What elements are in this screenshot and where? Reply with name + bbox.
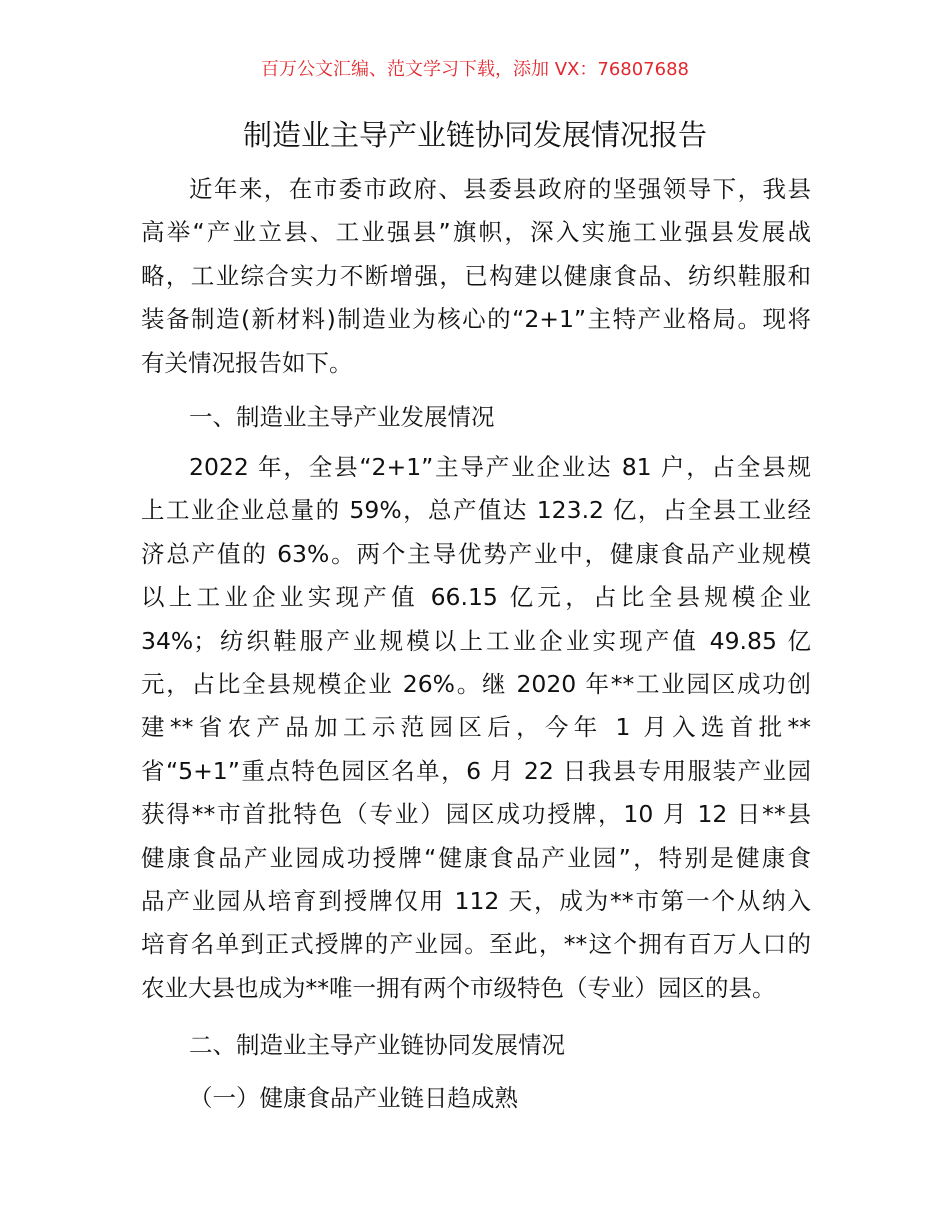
text-line: 济总产值的 63%。两个主导优势产业中，健康食品产业规模 [141, 539, 811, 568]
watermark-header: 百万公文汇编、范文学习下载，添加 VX：76807688 [261, 59, 689, 80]
text-line: 建**省农产品加工示范园区后，今年 1 月入选首批** [141, 713, 811, 742]
subsection-heading-1: （一）健康食品产业链日趋成熟 [189, 1084, 518, 1112]
section-heading-2: 二、制造业主导产业链协同发展情况 [189, 1031, 565, 1059]
text-line: 2022 年，全县“2+1”主导产业企业达 81 户，占全县规 [189, 453, 811, 481]
text-line: 上工业企业总量的 59%，总产值达 123.2 亿，占全县工业经 [141, 496, 811, 525]
text-line: 农业大县也成为**唯一拥有两个市级特色（专业）园区的县。 [141, 973, 776, 1002]
paragraph-intro [141, 168, 811, 385]
text-line: 培育名单到正式授牌的产业园。至此，**这个拥有百万人口的 [141, 930, 811, 959]
text-line: 品产业园从培育到授牌仅用 112 天，成为**市第一个从纳入 [141, 886, 811, 915]
document-title: 制造业主导产业链协同发展情况报告 [242, 118, 707, 152]
text-line: 有关情况报告如下。 [141, 348, 353, 377]
text-line: 略，工业综合实力不断增强，已构建以健康食品、纺织鞋服和 [141, 261, 811, 290]
text-line: 近年来，在市委市政府、县委县政府的坚强领导下，我县 [189, 175, 811, 203]
text-line: 获得**市首批特色（专业）园区成功授牌，10 月 12 日**县 [141, 800, 811, 829]
paragraph-section1 [141, 446, 811, 1010]
text-line: 高举“产业立县、工业强县”旗帜，深入实施工业强县发展战 [141, 218, 811, 247]
text-line: 省“5+1”重点特色园区名单，6 月 22 日我县专用服装产业园 [141, 756, 811, 785]
text-line: 34%；纺织鞋服产业规模以上工业企业实现产值 49.85 亿 [141, 626, 811, 655]
section-heading-1: 一、制造业主导产业发展情况 [189, 403, 495, 431]
text-line: 装备制造(新材料)制造业为核心的“2+1”主特产业格局。现将 [141, 305, 811, 334]
text-line: 元，占比全县规模企业 26%。继 2020 年**工业园区成功创 [141, 669, 811, 698]
text-line: 健康食品产业园成功授牌“健康食品产业园”，特别是健康食 [141, 843, 811, 872]
text-line: 以上工业企业实现产值 66.15 亿元，占比全县规模企业 [141, 583, 811, 612]
